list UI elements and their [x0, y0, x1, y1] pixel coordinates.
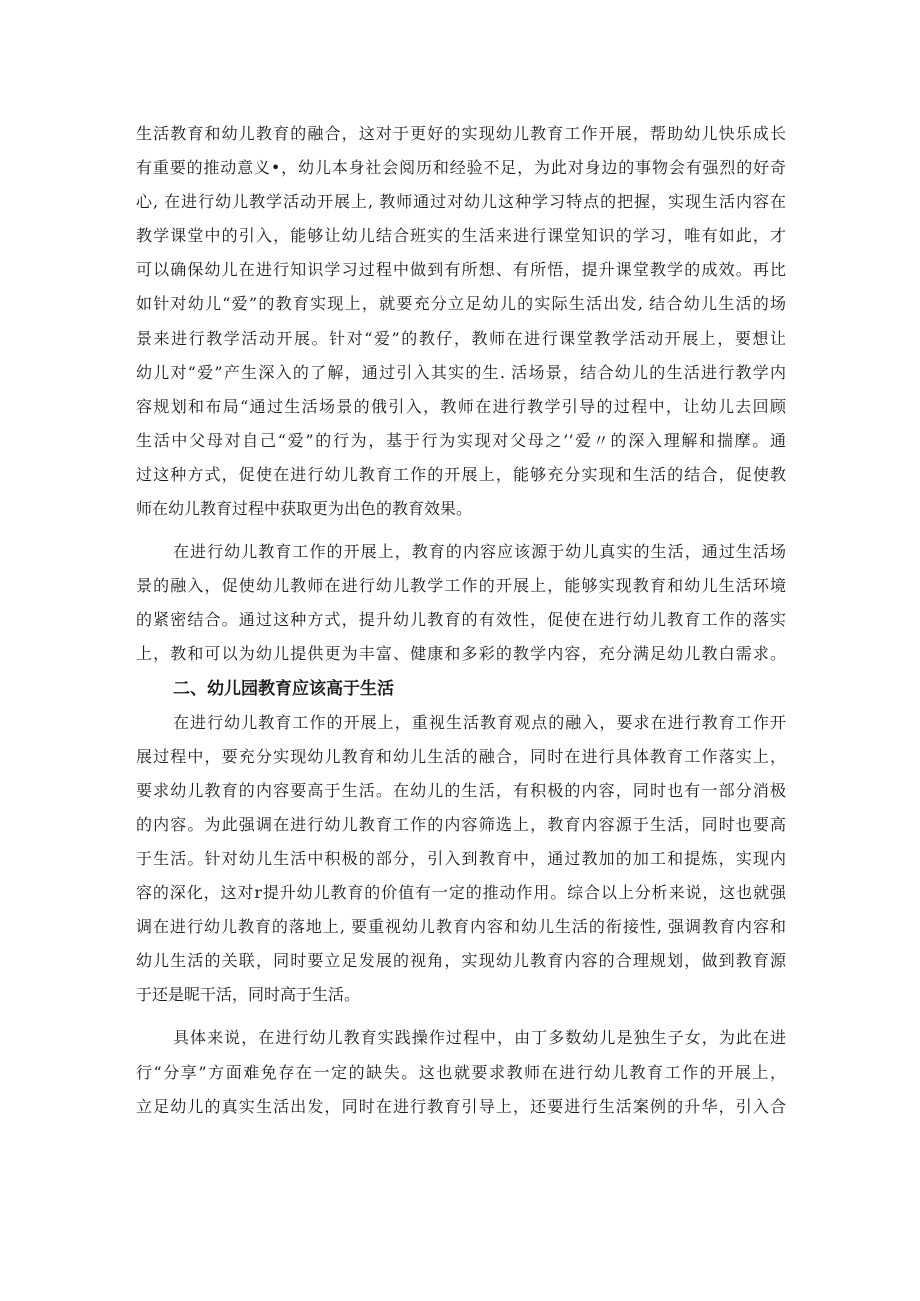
paragraph-2 — [136, 535, 786, 671]
paragraph-line: 幼儿生活的关联，同时要立足发展的视角，实现幼儿教育内容的合理规划，做到教育源 — [136, 951, 786, 971]
paragraph-line: 于生活。针对幼儿生活中积极的部分，引入到教育中，通过教加的加工和提炼，实现内 — [136, 848, 786, 868]
paragraph-line: 生活教育和幼儿教育的融合，这对于更好的实现幼儿教育工作开展，帮助幼儿快乐成长 — [136, 124, 786, 143]
paragraph-4 — [136, 1021, 786, 1123]
paragraph-line: 调在进行幼儿教育的落地上, 要重视幼儿教育内容和幼儿生活的衔接性, 强调教育内容和 — [136, 917, 786, 937]
paragraph-line: 生活中父母对自己“爱”的行为，基于行为实现对父母之’‘爱〃的深入理解和揣摩。通 — [136, 430, 786, 450]
paragraph-line: 幼儿对“爱”产生深入的了解，通过引入其实的生. 活场景，结合幼儿的生活进行教学内 — [136, 362, 786, 382]
document-body — [136, 117, 786, 1124]
paragraph-line: 过这种方式，促使在进行幼儿教育工作的开展上，能够充分实现和生活的结合，促使教 — [136, 464, 786, 484]
paragraph-spacing — [136, 1012, 786, 1021]
paragraph-line: 心, 在进行幼儿教学活动开展上, 教师通过对幼儿这种学习特点的把握，实现生活内容在 — [136, 192, 786, 212]
paragraph-line: 行“分享”方面难免存在一定的缺失。这也就要求教师在进行幼儿教育工作的开展上， — [136, 1062, 786, 1082]
paragraph-line: 在进行幼儿教育工作的开展上，教育的内容应该源于幼儿真实的生活，通过生活场 — [173, 542, 786, 562]
paragraph-3 — [136, 706, 786, 1013]
paragraph-line: 在进行幼儿教育工作的开展上，重视生活教育观点的融入，要求在进行教育工作开 — [173, 712, 786, 732]
paragraph-line: 如针对幼儿“爱”的教育实现上，就要充分立足幼儿的实际生活出发, 结合幼儿生活的场 — [136, 294, 786, 314]
paragraph-line: 要求幼儿教育的内容要高于生活。在幼儿的生活，有积极的内容，同时也有一部分消极 — [136, 780, 786, 800]
paragraph-1 — [136, 117, 786, 526]
paragraph-line: 的紧密结合。通过这种方式，提升幼儿教育的有效性，促使在进行幼儿教育工作的落实 — [136, 610, 786, 630]
paragraph-line: 于还是昵干活，同时高于生活。 — [136, 985, 361, 1005]
paragraph-spacing — [136, 526, 786, 535]
paragraph-line: 景的融入，促使幼儿教师在进行幼儿教学工作的开展上，能够实现教育和幼儿生活环境 — [136, 576, 786, 596]
paragraph-line: 上，教和可以为幼儿提供更为丰富、健康和多彩的教学内容，充分满足幼儿教白需求。 — [136, 644, 786, 664]
paragraph-line: 立足幼儿的真实生活出发，同时在进行教育引导上，还要进行生活案例的升华，引入合 — [136, 1096, 786, 1116]
paragraph-line: 师在幼儿教育过程中获取更为出色的教育效果。 — [136, 499, 473, 519]
paragraph-line: 的内容。为此强调在进行幼儿教育工作的内容筛选上，教育内容源于生活，同时也要高 — [136, 814, 786, 834]
paragraph-line: 具体来说，在进行幼儿教育实践操作过程中，由丁多数幼儿是独生子女，为此在进 — [173, 1028, 786, 1048]
paragraph-line: 景来进行教学活动开展。针对“爱”的教仔，教师在进行课堂教学活动开展上，要想让 — [136, 328, 786, 348]
paragraph-line: 展过程中，要充分实现幼儿教育和幼儿生活的融合，同时在进行具体教育工作落实上， — [136, 746, 786, 766]
paragraph-line: 容规划和布局“通过生活场景的俄引入，教师在进行教学引导的过程中，让幼儿去回顾 — [136, 396, 786, 416]
paragraph-line: 有重要的推动意义•，幼儿本身社会阅历和经验不足，为此对身边的事物会有强烈的好奇 — [136, 158, 786, 178]
section-heading: 二、幼儿园教育应该高于生活 — [173, 678, 394, 699]
paragraph-line: 可以确保幼儿在进行知识学习过程中做到有所想、有所悟，提升课堂教学的成效。再比 — [136, 260, 786, 280]
paragraph-line: 教学课堂中的引入，能够让幼儿结合班实的生活来进行课堂知识的学习，唯有如此，才 — [136, 226, 786, 246]
paragraph-line: 容的深化，这对r提升幼儿教育的价值有一定的推动作用。综合以上分析来说，这也就强 — [136, 883, 786, 903]
